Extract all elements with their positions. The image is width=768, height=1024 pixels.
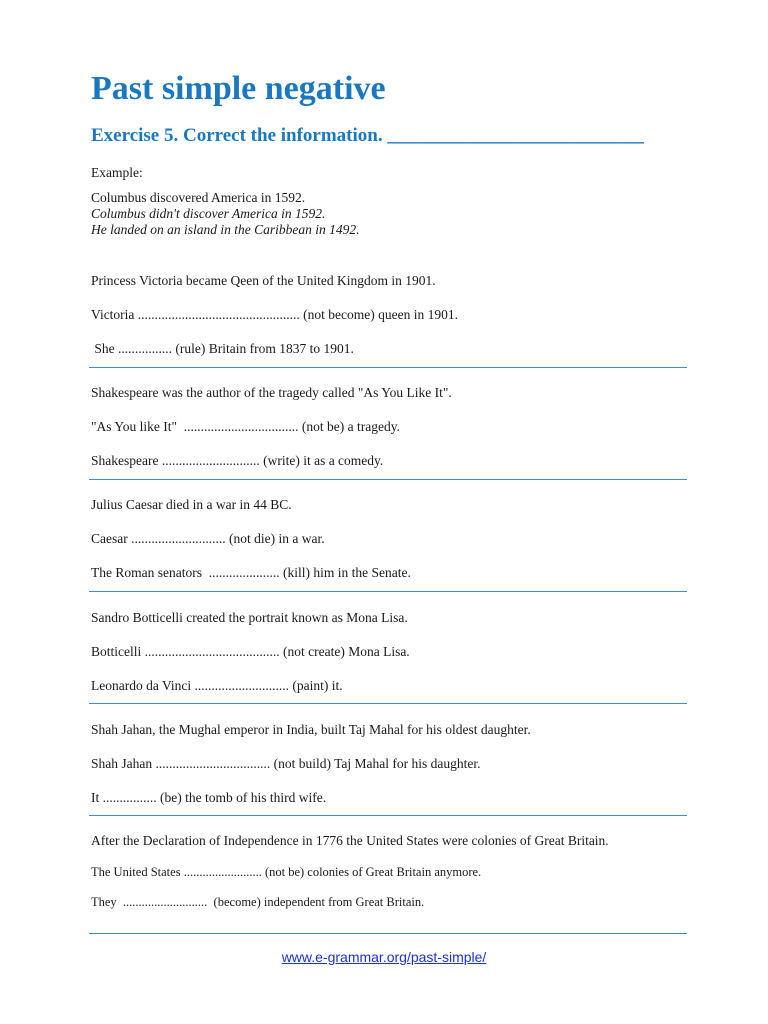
exercise-2-line-1: "As You like It" .................................. (not be) a tragedy.: [91, 419, 400, 434]
exercise-1-line-1: Victoria ................................................ (not become) queen in 1901.: [91, 307, 458, 322]
example-answer-2: He landed on an island in the Caribbean in 1492.: [91, 222, 360, 237]
exercise-6-statement: After the Declaration of Independence in 1776 the United States were colonies of Great Britain.: [91, 833, 609, 848]
example-answer-1: Columbus didn't discover America in 1592.: [91, 206, 326, 221]
divider: [89, 591, 687, 592]
exercise-5-line-1: Shah Jahan .................................. (not build) Taj Mahal for his daughter.: [91, 756, 481, 771]
exercise-6-line-2: They ........................... (become) independent from Great Britain.: [91, 895, 425, 909]
divider: [89, 933, 687, 934]
divider: [89, 367, 687, 368]
divider: [89, 815, 687, 816]
exercise-3-line-2: The Roman senators ..................... (kill) him in the Senate.: [91, 565, 411, 580]
page-title: Past simple negative: [91, 70, 386, 107]
exercise-3-line-1: Caesar ............................ (not die) in a war.: [91, 531, 325, 546]
divider: [89, 479, 687, 480]
exercise-5-line-2: It ................ (be) the tomb of his third wife.: [91, 790, 327, 805]
exercise-4-statement: Sandro Botticelli created the portrait known as Mona Lisa.: [91, 610, 408, 625]
footer-link[interactable]: www.e-grammar.org/past-simple/: [281, 949, 487, 965]
exercise-2-statement: Shakespeare was the author of the tragedy called "As You Like It".: [91, 385, 452, 400]
exercise-5-statement: Shah Jahan, the Mughal emperor in India, built Taj Mahal for his oldest daughter.: [91, 722, 531, 737]
exercise-heading: Exercise 5. Correct the information. ___________________________: [91, 125, 644, 146]
exercise-4-line-1: Botticelli ........................................ (not create) Mona Lisa.: [91, 644, 410, 659]
exercise-6-line-1: The United States ......................... (not be) colonies of Great Britain anymore.: [91, 865, 482, 879]
exercise-1-statement: Princess Victoria became Qeen of the United Kingdom in 1901.: [91, 273, 436, 288]
exercise-2-line-2: Shakespeare ............................. (write) it as a comedy.: [91, 453, 384, 468]
exercise-4-line-2: Leonardo da Vinci ............................ (paint) it.: [91, 678, 343, 693]
divider: [89, 703, 687, 704]
exercise-3-statement: Julius Caesar died in a war in 44 BC.: [91, 497, 292, 512]
example-label: Example:: [91, 165, 143, 180]
exercise-1-line-2: She ................ (rule) Britain from 1837 to 1901.: [91, 341, 354, 356]
example-sentence: Columbus discovered America in 1592.: [91, 190, 306, 205]
